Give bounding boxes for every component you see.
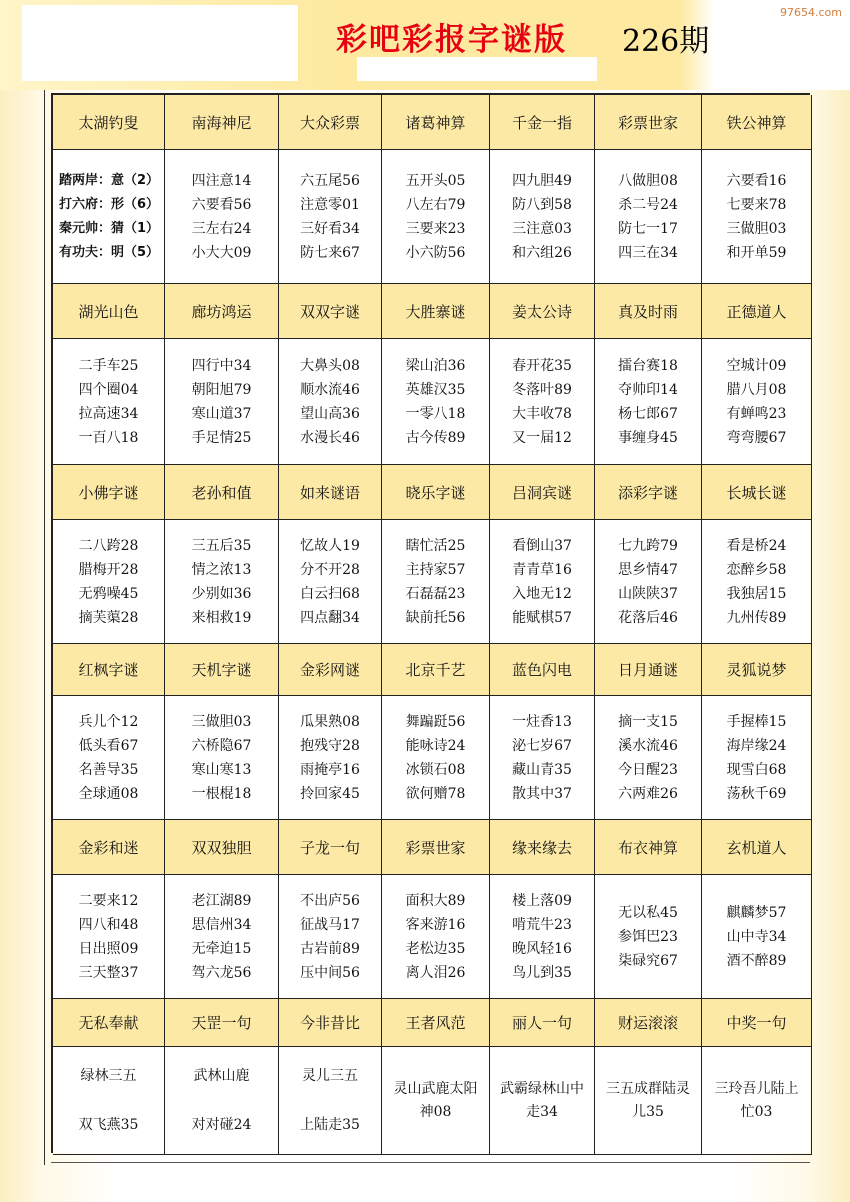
riddle-line: 酒不醉89 [726, 952, 787, 969]
column-header: 如来谜语 [279, 465, 382, 520]
riddle-line: 驾六龙56 [191, 964, 252, 981]
riddle-line: 现雪白68 [726, 761, 787, 778]
riddle-line: 朝阳旭79 [191, 381, 252, 398]
riddle-line: 六桥隐67 [191, 737, 252, 754]
riddle-line: 压中间56 [300, 964, 360, 981]
riddle-line: 荡秋千69 [726, 785, 787, 802]
riddle-line: 四八和48 [78, 916, 139, 933]
left-rule [44, 90, 45, 1165]
riddle-cell [595, 696, 702, 820]
riddle-line: 英雄汉35 [405, 381, 466, 398]
column-header: 无私奉献 [53, 999, 165, 1047]
riddle-line: 水漫长46 [300, 429, 360, 446]
riddle-line: 手握棒15 [726, 713, 787, 730]
column-header: 大胜寨谜 [382, 284, 490, 339]
riddle-line: 手足情25 [191, 429, 252, 446]
riddle-cell [382, 520, 490, 644]
riddle-cell [279, 339, 382, 465]
riddle-cell [279, 696, 382, 820]
riddle-cell [490, 696, 595, 820]
header-banner [0, 0, 850, 90]
column-header: 太湖钓叟 [53, 95, 165, 150]
riddle-line: 拎回家45 [300, 785, 360, 802]
riddle-line: 六五尾56 [300, 172, 360, 189]
riddle-line: 欲何赠78 [405, 785, 466, 802]
column-header: 小佛字谜 [53, 465, 165, 520]
site-watermark: 97654.com [780, 6, 842, 19]
riddle-cell [53, 1047, 165, 1155]
riddle-line: 溪水流46 [618, 737, 678, 754]
riddle-line: 和开单59 [726, 244, 787, 261]
riddle-line: 无鸦噪45 [78, 585, 139, 602]
riddle-line: 摘一支15 [618, 713, 678, 730]
column-header: 金彩网谜 [279, 644, 382, 696]
column-header: 双双独胆 [165, 820, 279, 875]
column-header: 廊坊鸿运 [165, 284, 279, 339]
riddle-line: 三五成群陆灵儿35 [606, 1080, 690, 1120]
riddle-line: 三做胆03 [191, 713, 252, 730]
riddle-line: 四个圈04 [78, 381, 139, 398]
riddle-line: 今日醒23 [618, 761, 678, 778]
riddle-line: 三天整37 [78, 964, 139, 981]
riddle-line: 小大大09 [191, 244, 252, 261]
riddle-line: 古今传89 [405, 429, 466, 446]
riddle-cell [595, 875, 702, 999]
column-header: 彩票世家 [382, 820, 490, 875]
riddle-cell [165, 150, 279, 284]
riddle-line: 武霸绿林山中走34 [500, 1080, 584, 1120]
riddle-line: 忆故人19 [300, 537, 360, 554]
riddle-line: 我独居15 [726, 585, 787, 602]
riddle-line: 无牵迫15 [191, 940, 252, 957]
riddle-line: 春开花35 [512, 357, 572, 374]
column-header: 湖光山色 [53, 284, 165, 339]
riddle-line: 腊八月08 [726, 381, 787, 398]
column-header: 大众彩票 [279, 95, 382, 150]
riddle-line: 四行中34 [191, 357, 252, 374]
riddle-line: 八做胆08 [618, 172, 678, 189]
column-header: 添彩字谜 [595, 465, 702, 520]
riddle-line: 三好看34 [300, 220, 360, 237]
riddle-line: 日出照09 [78, 940, 139, 957]
column-header: 长城长谜 [702, 465, 812, 520]
column-header: 红枫字谜 [53, 644, 165, 696]
riddle-line: 瓜果熟08 [300, 713, 360, 730]
riddle-line: 晚风轻16 [512, 940, 572, 957]
riddle-cell [382, 696, 490, 820]
riddle-line: 麒麟梦57 [726, 904, 787, 921]
column-header: 王者风范 [382, 999, 490, 1047]
column-header: 真及时雨 [595, 284, 702, 339]
riddle-line: 离人泪26 [405, 964, 466, 981]
riddle-cell [165, 875, 279, 999]
riddle-line: 瞎忙活25 [405, 537, 466, 554]
riddle-line: 和六组26 [512, 244, 572, 261]
riddle-line: 秦元帅：猜（1） [59, 220, 160, 236]
riddle-line: 参饵巴23 [618, 928, 678, 945]
riddle-line: 四注意14 [191, 172, 252, 189]
riddle-cell [702, 150, 812, 284]
riddle-line: 兵儿个12 [78, 713, 139, 730]
riddle-line: 九州传89 [726, 609, 787, 626]
riddle-line: 三做胆03 [726, 220, 787, 237]
riddle-line: 冬落叶89 [512, 381, 572, 398]
riddle-cell [702, 1047, 812, 1155]
riddle-line: 老松边35 [405, 940, 466, 957]
riddle-cell [595, 1047, 702, 1155]
riddle-line: 少别如36 [191, 585, 252, 602]
riddle-line: 大丰收78 [512, 405, 572, 422]
column-header: 日月通谜 [595, 644, 702, 696]
riddle-line: 八左右79 [405, 196, 466, 213]
column-header: 布衣神算 [595, 820, 702, 875]
riddle-line: 客来游16 [405, 916, 466, 933]
column-header: 铁公神算 [702, 95, 812, 150]
riddle-line: 啃荒牛23 [512, 916, 572, 933]
riddle-line: 七要来78 [726, 196, 787, 213]
riddle-line: 对对碰24 [191, 1117, 252, 1133]
riddle-cell [382, 150, 490, 284]
riddle-line: 主持家57 [405, 561, 466, 578]
riddle-line: 征战马17 [300, 916, 360, 933]
riddle-line: 六要看16 [726, 172, 787, 189]
riddle-line: 防八到58 [512, 196, 572, 213]
riddle-line: 寒山寒13 [191, 761, 252, 778]
column-header: 子龙一句 [279, 820, 382, 875]
riddle-line: 不出庐56 [300, 892, 360, 909]
riddle-line: 望山高36 [300, 405, 360, 422]
bottom-rule [51, 1162, 810, 1163]
riddle-line: 摘芙蕖28 [78, 609, 139, 626]
riddle-cell [53, 696, 165, 820]
riddle-cell [595, 520, 702, 644]
riddle-cell [702, 696, 812, 820]
riddle-line: 情之浓13 [191, 561, 252, 578]
column-header: 南海神尼 [165, 95, 279, 150]
riddle-line: 三要来23 [405, 220, 466, 237]
riddle-cell [490, 1047, 595, 1155]
riddle-line: 柒碌究67 [618, 952, 678, 969]
issue-number: 226期 [622, 24, 710, 59]
riddle-cell [165, 1047, 279, 1155]
riddle-cell [279, 1047, 382, 1155]
riddle-line: 梁山泊36 [405, 357, 466, 374]
riddle-cell [165, 696, 279, 820]
riddle-line: 五开头05 [405, 172, 466, 189]
riddle-line: 打六府：形（6） [59, 196, 160, 212]
column-header: 中奖一句 [702, 999, 812, 1047]
column-header: 灵狐说梦 [702, 644, 812, 696]
column-header: 缘来缘去 [490, 820, 595, 875]
riddle-line: 武林山鹿 [193, 1068, 250, 1084]
riddle-line: 山陕陕37 [618, 585, 678, 602]
riddle-line: 注意零01 [300, 196, 360, 213]
riddle-line: 上陆走35 [300, 1117, 360, 1133]
blank-box [22, 5, 298, 81]
column-header: 姜太公诗 [490, 284, 595, 339]
riddle-line: 小六防56 [405, 244, 466, 261]
riddle-line: 踏两岸：意（2） [59, 172, 160, 188]
riddle-line: 石磊磊23 [405, 585, 466, 602]
riddle-line: 三左右24 [191, 220, 252, 237]
riddle-line: 散其中37 [512, 785, 572, 802]
riddle-line: 全球通08 [78, 785, 139, 802]
riddle-line: 无以私45 [618, 904, 678, 921]
riddle-cell [279, 150, 382, 284]
column-header: 正德道人 [702, 284, 812, 339]
riddle-line: 名善导35 [78, 761, 139, 778]
riddle-line: 四点翻34 [300, 609, 360, 626]
column-header: 玄机道人 [702, 820, 812, 875]
riddle-line: 山中寺34 [726, 928, 787, 945]
riddle-line: 绿林三五 [80, 1068, 137, 1084]
riddle-cell [53, 520, 165, 644]
riddle-line: 三注意03 [512, 220, 572, 237]
riddle-line: 事缠身45 [618, 429, 678, 446]
riddle-line: 双飞燕35 [78, 1117, 139, 1133]
column-header: 吕洞宾谜 [490, 465, 595, 520]
riddle-cell [53, 150, 165, 284]
riddle-cell [595, 150, 702, 284]
riddle-cell [490, 520, 595, 644]
column-header: 北京千艺 [382, 644, 490, 696]
riddle-line: 来相救19 [191, 609, 252, 626]
column-header: 晓乐字谜 [382, 465, 490, 520]
column-header: 双双字谜 [279, 284, 382, 339]
riddle-line: 鸟儿到35 [512, 964, 572, 981]
riddle-line: 有功夫：明（5） [59, 244, 160, 260]
riddle-line: 花落后46 [618, 609, 678, 626]
riddle-line: 入地无12 [512, 585, 572, 602]
riddle-line: 防七来67 [300, 244, 360, 261]
riddle-line: 六两难26 [618, 785, 678, 802]
riddle-line: 面积大89 [405, 892, 466, 909]
riddle-cell [595, 339, 702, 465]
riddle-cell [490, 150, 595, 284]
riddle-line: 雨掩亭16 [300, 761, 360, 778]
riddle-cell [702, 339, 812, 465]
riddle-cell [279, 875, 382, 999]
riddle-line: 看是桥24 [726, 537, 787, 554]
riddle-line: 看倒山37 [512, 537, 572, 554]
riddle-line: 顺水流46 [300, 381, 360, 398]
riddle-line: 灵儿三五 [302, 1068, 358, 1084]
column-header: 诸葛神算 [382, 95, 490, 150]
riddle-line: 七九跨79 [618, 537, 678, 554]
riddle-line: 杨七郎67 [618, 405, 678, 422]
riddle-line: 能咏诗24 [405, 737, 466, 754]
riddle-cell [382, 339, 490, 465]
riddle-line: 老江湖89 [191, 892, 252, 909]
riddle-line: 冰锁石08 [405, 761, 466, 778]
riddle-cell [53, 339, 165, 465]
riddle-line: 海岸缘24 [726, 737, 787, 754]
riddle-line: 舞蹁跹56 [405, 713, 466, 730]
riddle-line: 大鼻头08 [300, 357, 360, 374]
riddle-line: 一炷香13 [512, 713, 572, 730]
riddle-line: 低头看67 [78, 737, 139, 754]
blank-bar [357, 57, 597, 81]
riddle-line: 四三在34 [618, 244, 678, 261]
riddle-line: 泌七岁67 [512, 737, 572, 754]
riddle-line: 分不开28 [300, 561, 360, 578]
riddle-cell [490, 339, 595, 465]
riddle-line: 能赋棋57 [512, 609, 572, 626]
column-header: 天罡一句 [165, 999, 279, 1047]
column-header: 财运滚滚 [595, 999, 702, 1047]
riddle-line: 拉高速34 [78, 405, 139, 422]
column-header: 彩票世家 [595, 95, 702, 150]
riddle-cell [382, 875, 490, 999]
riddle-cell [702, 875, 812, 999]
riddle-line: 思信州34 [191, 916, 252, 933]
riddle-line: 一零八18 [405, 405, 466, 422]
riddle-line: 缺前托56 [405, 609, 466, 626]
riddle-line: 又一届12 [512, 429, 572, 446]
riddle-cell [165, 339, 279, 465]
riddle-line: 防七一17 [618, 220, 678, 237]
column-header: 金彩和迷 [53, 820, 165, 875]
riddle-cell [490, 875, 595, 999]
column-header: 天机字谜 [165, 644, 279, 696]
riddle-line: 弯弯腰67 [726, 429, 787, 446]
column-header: 蓝色闪电 [490, 644, 595, 696]
riddle-line: 二要来12 [78, 892, 139, 909]
riddle-line: 青青草16 [512, 561, 572, 578]
riddle-line: 空城计09 [726, 357, 787, 374]
riddle-cell [279, 520, 382, 644]
column-header: 千金一指 [490, 95, 595, 150]
riddle-line: 杀二号24 [618, 196, 678, 213]
column-header: 丽人一句 [490, 999, 595, 1047]
riddle-line: 擂台赛18 [618, 357, 678, 374]
riddle-cell [382, 1047, 490, 1155]
riddle-line: 腊梅开28 [78, 561, 139, 578]
riddle-table [51, 93, 810, 1153]
riddle-cell [165, 520, 279, 644]
riddle-line: 寒山道37 [191, 405, 252, 422]
riddle-line: 二八跨28 [78, 537, 139, 554]
riddle-line: 古岩前89 [300, 940, 360, 957]
riddle-line: 六要看56 [191, 196, 252, 213]
riddle-line: 三玲吾儿陆上忙03 [714, 1080, 799, 1120]
riddle-cell [702, 520, 812, 644]
riddle-line: 三五后35 [191, 537, 252, 554]
riddle-line: 思乡情47 [618, 561, 678, 578]
riddle-line: 藏山青35 [512, 761, 572, 778]
riddle-line: 抱残守28 [300, 737, 360, 754]
riddle-line: 恋醉乡58 [726, 561, 787, 578]
column-header: 老孙和值 [165, 465, 279, 520]
column-header: 今非昔比 [279, 999, 382, 1047]
riddle-line: 灵山武鹿太阳神08 [393, 1080, 478, 1120]
page-title: 彩吧彩报字谜版 [336, 22, 567, 58]
riddle-line: 一根棍18 [191, 785, 252, 802]
riddle-line: 有蝉鸣23 [726, 405, 787, 422]
riddle-line: 楼上落09 [512, 892, 572, 909]
riddle-line: 夺帅印14 [618, 381, 678, 398]
riddle-line: 白云扫68 [300, 585, 360, 602]
riddle-line: 一百八18 [78, 429, 139, 446]
riddle-line: 四九胆49 [512, 172, 572, 189]
riddle-cell [53, 875, 165, 999]
riddle-line: 二手车25 [78, 357, 139, 374]
